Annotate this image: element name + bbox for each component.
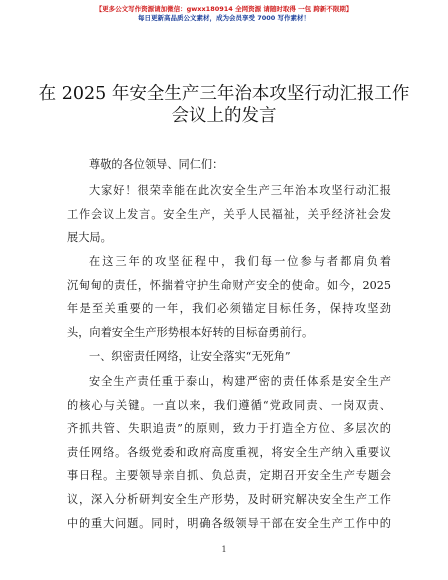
section-heading-text: 一、织密责任网络，让安全落实“无死角”: [89, 350, 291, 363]
text-line: 大家好！很荣幸能在此次安全生产三年治本攻坚行动汇报: [89, 184, 391, 197]
paragraph-responsibility: [67, 370, 391, 535]
text-line: 齐抓共管、失职追责”的原则，致力于打造全方位、多层次的: [67, 422, 391, 436]
text-line: 头，向着安全生产形势根本好转的目标奋勇前行。: [67, 325, 314, 339]
text-line: 中的重大问题。同时，明确各级领导干部在安全生产工作中的: [67, 516, 391, 530]
text-line: 沉甸甸的责任，怀揣着守护生命财产安全的使命。如今，2025: [67, 278, 391, 292]
text-line: 责任网络。各级党委和政府高度重视，将安全生产纳入重要议: [67, 445, 391, 459]
promo-line-1: 【更多公文写作资源请加微信：gwxx180914 全网资源 请随时取得 一包 跨新不限期】: [95, 5, 353, 13]
text-line: 的核心与关键。一直以来，我们遵循“党政同责、一岗双责、: [67, 398, 391, 412]
paragraph-context: [67, 250, 391, 344]
text-line: 安全生产责任重于泰山，构建严密的责任体系是安全生产: [89, 375, 391, 388]
document-title: [0, 83, 448, 127]
text-line: 在这三年的攻坚征程中，我们每一位参与者都肩负着: [89, 255, 391, 268]
salutation: [67, 153, 391, 177]
section-heading-1: [67, 345, 391, 369]
title-line-1: 在 2025 年安全生产三年治本攻坚行动汇报工作: [38, 84, 410, 104]
page-number: 1: [221, 545, 227, 554]
text-line: 事日程。主要领导亲自抓、负总责，定期召开安全生产专题会: [67, 469, 391, 483]
text-line: 议，深入分析研判安全生产形势，及时研究解决安全生产工作: [67, 492, 391, 506]
text-line: 工作会议上发言。安全生产，关乎人民福祉，关乎经济社会发: [67, 207, 391, 221]
title-line-2: 会议上的发言: [171, 106, 277, 126]
paragraph-opening: [67, 179, 391, 250]
text-line: 年是至关重要的一年，我们必须锚定目标任务，保持攻坚劲: [67, 302, 391, 316]
promo-banner: [0, 5, 448, 23]
text-line: 展大局。: [67, 231, 112, 245]
promo-line-2: 每日更新高品质公文素材，成为会员享受 7000 写作素材！: [137, 14, 311, 22]
salutation-text: 尊敬的各位领导、同仁们：: [89, 158, 224, 171]
